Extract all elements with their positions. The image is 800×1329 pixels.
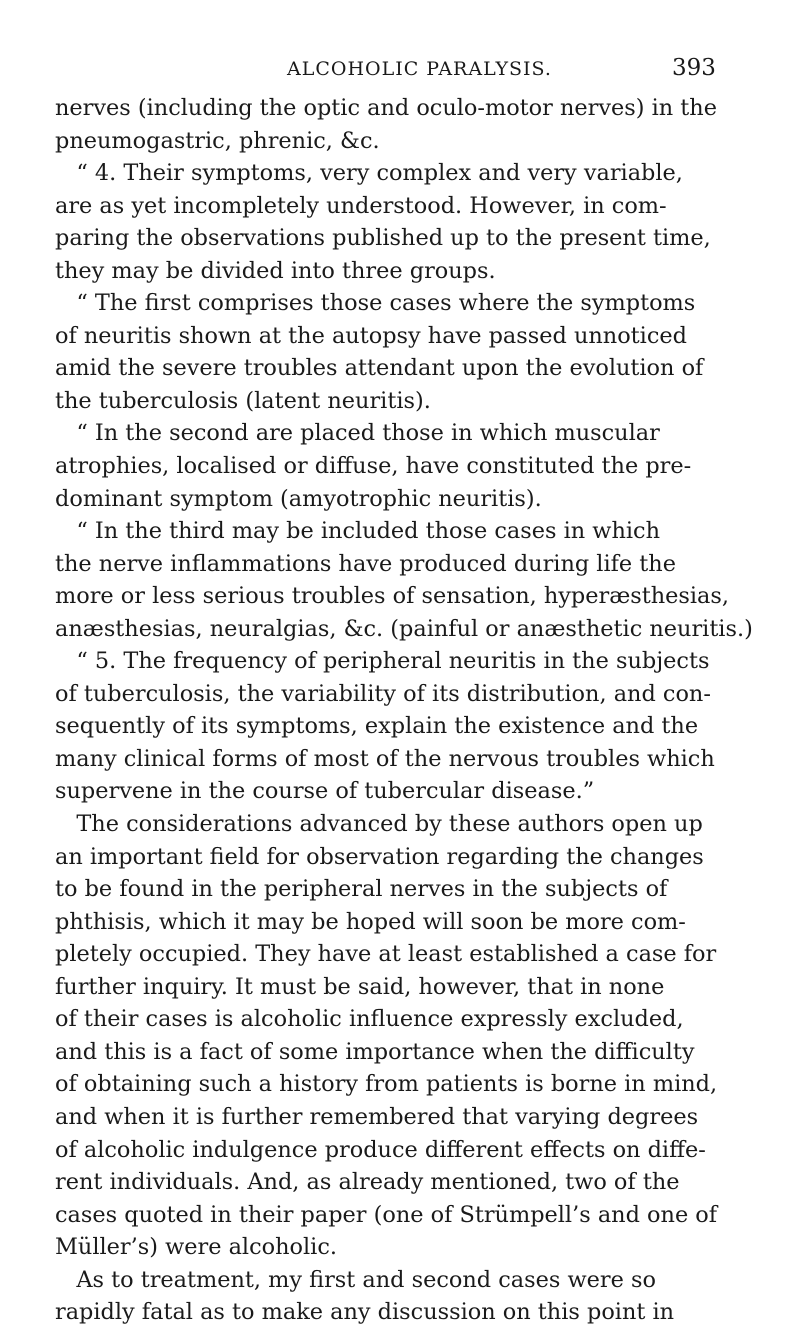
text-line: amid the severe troubles attendant upon the evolution of [55, 355, 704, 382]
text-line: of obtaining such a history from patients is borne in mind, [55, 1071, 718, 1098]
text-line: The considerations advanced by these authors open up [55, 811, 703, 838]
text-line: of neuritis shown at the autopsy have passed unnoticed [55, 322, 687, 349]
text-line: pletely occupied. They have at least established a case for [55, 941, 717, 968]
text-line: dominant symptom (amyotrophic neuritis). [55, 485, 542, 512]
text-line: “ The first comprises those cases where the symptoms [55, 290, 696, 317]
text-line: supervene in the course of tubercular disease.” [55, 778, 595, 805]
text-line: more or less serious troubles of sensation, hyperæsthesias, [55, 583, 730, 610]
text-line: rent individuals. And, as already mentioned, two of the [55, 1169, 680, 1196]
text-line: Müller’s) were alcoholic. [55, 1234, 337, 1261]
body-text [55, 92, 753, 1329]
text-line: “ 5. The frequency of peripheral neuritis in the subjects [55, 648, 710, 675]
text-line: “ In the third may be included those cases in which [55, 518, 661, 545]
text-line: paring the observations published up to the present time, [55, 225, 711, 252]
text-line: atrophies, localised or diffuse, have constituted the pre- [55, 453, 692, 480]
text-line: the nerve inflammations have produced during life the [55, 550, 676, 577]
text-line: an important field for observation regarding the changes [55, 843, 704, 870]
text-line: “ In the second are placed those in which muscular [55, 420, 660, 447]
text-line: to be found in the peripheral nerves in the subjects of [55, 876, 668, 903]
text-line: rapidly fatal as to make any discussion on this point in [55, 1299, 675, 1326]
text-line: “ 4. Their symptoms, very complex and very variable, [55, 160, 683, 187]
text-line: As to treatment, my first and second cases were so [55, 1266, 656, 1293]
text-line: the tuberculosis (latent neuritis). [55, 387, 431, 414]
text-line: sequently of its symptoms, explain the existence and the [55, 713, 699, 740]
text-line: anæsthesias, neuralgias, &c. (painful or anæsthetic neuritis.) [55, 615, 753, 642]
text-line: further inquiry. It must be said, however, that in none [55, 973, 665, 1000]
text-line: and when it is further remembered that varying degrees [55, 1103, 699, 1130]
text-line: are as yet incompletely understood. However, in com- [55, 192, 667, 219]
text-line: pneumogastric, phrenic, &c. [55, 127, 380, 154]
running-title: ALCOHOLIC PARALYSIS. [287, 58, 552, 80]
text-line: they may be divided into three groups. [55, 257, 496, 284]
text-line: nerves (including the optic and oculo-motor nerves) in the [55, 95, 717, 121]
text-line: of their cases is alcoholic influence expressly excluded, [55, 1006, 684, 1033]
text-line: and this is a fact of some importance when the difficulty [55, 1038, 695, 1065]
text-line: cases quoted in their paper (one of Strümpell’s and one of [55, 1201, 718, 1228]
text-line: of tuberculosis, the variability of its distribution, and con- [55, 680, 711, 707]
page-number: 393 [672, 55, 716, 81]
text-line: many clinical forms of most of the nervous troubles which [55, 745, 715, 772]
text-line: phthisis, which it may be hoped will soon be more com- [55, 908, 686, 935]
text-line: of alcoholic indulgence produce different effects on diffe- [55, 1136, 706, 1163]
